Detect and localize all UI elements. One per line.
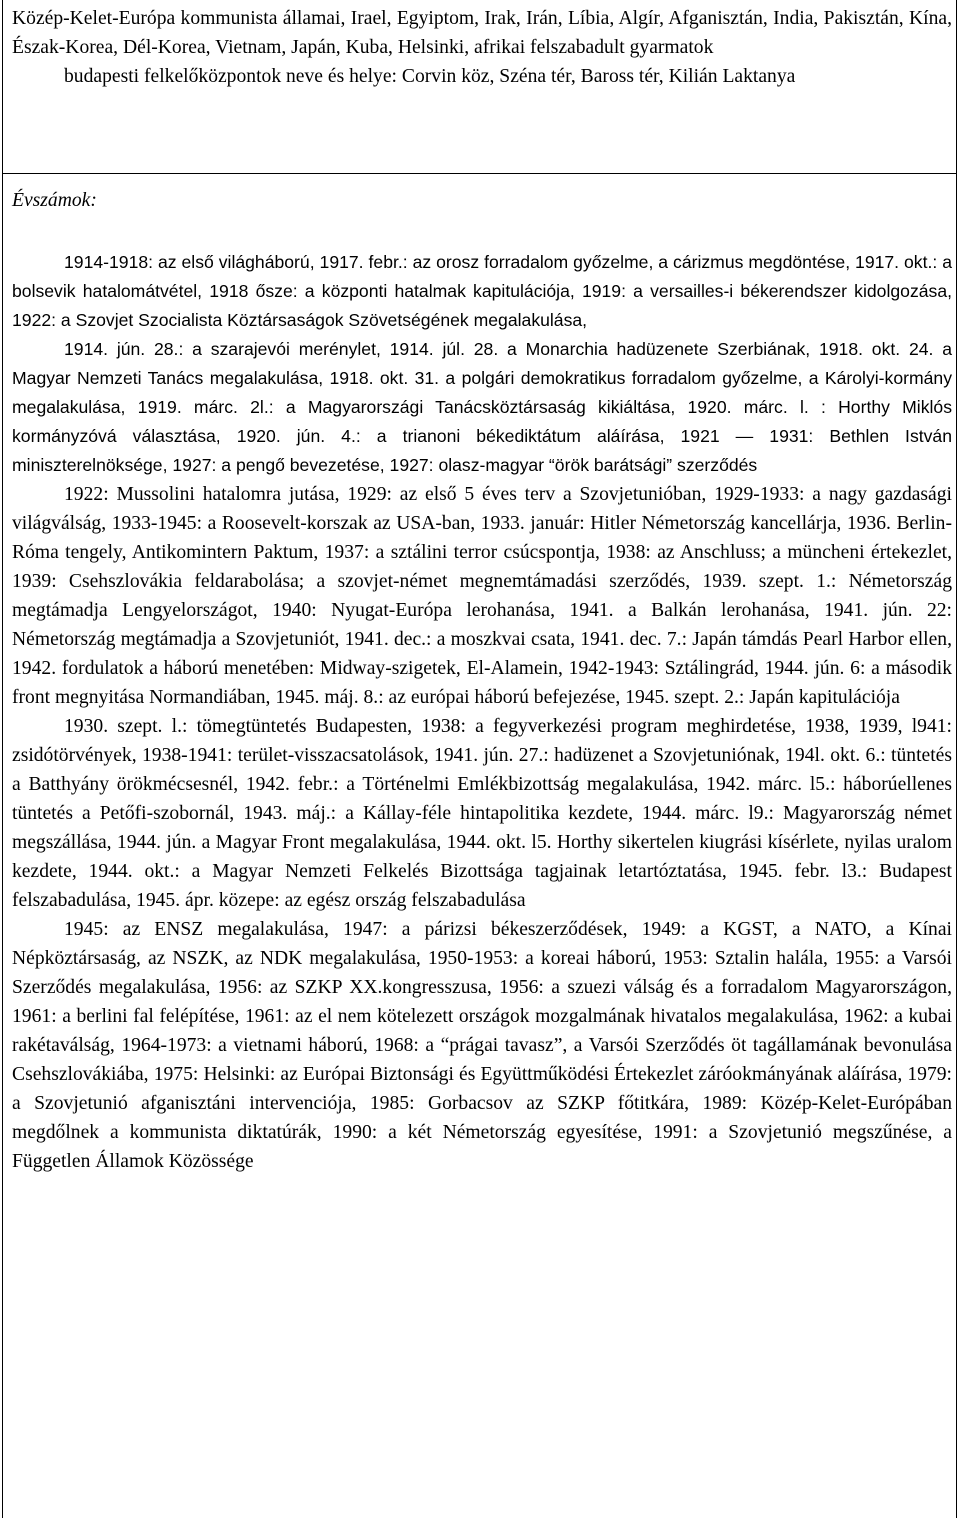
paragraph-world-1922-1945: 1922: Mussolini hatalomra jutása, 1929: az első 5 éves terv a Szovjetunióban, 1929-1933: a nagy gazdasági világválság, 1933-1945: a Roosevelt-korszak az USA-ban, 1933. január: Hitler Németország kancellárja, 1936. Berlin-Róma tengely, Antikomintern Paktum, 1937: a sztálini terror csúcspontja, 1938: az Anschluss; a müncheni értekezlet, 1939: Csehszlovákia feldarabolása; a szovjet-német megnemtámadási szerződés, 1939. szept. 1.: Németország megtámadja Lengyelországot, 1940: Nyugat-Európa lerohanása, 1941. a Balkán lerohanása, 1941. jún. 22: Németország megtámadja a Szovjetuniót, 1941. dec.: a moszkvai csata, 1941. dec. 7.: Japán támdás Pearl Harbor ellen, 1942. fordulatok a háború menetében: Midway-szigetek, El-Alamein, 1942-1943: Sztálingrád, 1944. jún. 6: a második front megnyitása Normandiában, 1945. máj. 8.: az európai háború befejezése, 1945. szept. 2.: Japán kapitulációja (12, 484, 952, 708)
paragraph-ww1: 1914-1918: az első világháború, 1917. febr.: az orosz forradalom győzelme, a cárizmus megdöntése, 1917. okt.: a bolsevik hatalomátvétel, 1918 ősze: a központi hatalmak kapitulációja, 1919: a versailles-i békerendszer kidolgozása, 1922: a Szovjet Szocialista Köztársaságok Szövetségének megalakulása, (12, 252, 952, 330)
dates-section (12, 248, 952, 1176)
paragraph-hungary-1930-1945: 1930. szept. l.: tömegtüntetés Budapesten, 1938: a fegyverkezési program meghirdetése, 1938, 1939, l941: zsidótörvények, 1938-1941: terület-visszacsatolások, 1941. jún. 27.: hadüzenet a Szovjetuniónak, 194l. okt. 6.: tüntetés a Batthyány örökmécsesnél, 1942. febr.: a Történelmi Emlékbizottság megalakulása, 1942. márc. l5.: háborúellenes tüntetés a Petőfi-szobornál, 1943. máj.: a Kállay-féle hintapolitika kezdete, 1944. márc. l9.: Magyarország német megszállása, 1944. jún. a Magyar Front megalakulása, 1944. okt. l5. Horthy sikertelen kiugrási kísérlete, nyilas uralom kezdete, 1944. okt.: a Magyar Nemzeti Felkelés Bizottsága tagjainak letartóztatása, 1945. febr. l3.: Budapest felszabadulása, 1945. ápr. közepe: az egész ország felszabadulása (12, 716, 952, 911)
paragraph-hungary-1914-1927: 1914. jún. 28.: a szarajevói merénylet, 1914. júl. 28. a Monarchia hadüzenete Szerbiának, 1918. okt. 24. a Magyar Nemzeti Tanács megalakulása, 1918. okt. 31. a polgári demokratikus forradalom győzelme, a Károlyi-kormány megalakulása, 1919. márc. 2l.: a Magyarországi Tanácsköztársaság kikiáltása, 1920. márc. l. : Horthy Miklós kormányzóvá választása, 1920. jún. 4.: a trianoni békediktátum aláírása, 1921 — 1931: Bethlen István miniszterelnöksége, 1927: a pengő bevezetése, 1927: olasz-magyar “örök barátsági” szerződés (12, 339, 952, 475)
intro-cell (12, 4, 952, 91)
intro-countries: Közép-Kelet-Európa kommunista államai, Irael, Egyiptom, Irak, Irán, Líbia, Algír, Afganisztán, India, Pakisztán, Kína, Észak-Korea, Dél-Korea, Vietnam, Japán, Kuba, Helsinki, afrikai felszabadult gyarmatok (12, 8, 952, 58)
intro-budapest-centers: budapesti felkelőközpontok neve és helye: Corvin köz, Széna tér, Baross tér, Kilián Laktanya (64, 66, 796, 87)
evszamok-heading: Évszámok: (12, 190, 97, 211)
table-divider (2, 173, 957, 174)
paragraph-world-1945-1991: 1945: az ENSZ megalakulása, 1947: a párizsi békeszerződések, 1949: a KGST, a NATO, a Kínai Népköztársaság, az NSZK, az NDK megalakulása, 1950-1953: a koreai háború, 1953: Sztalin halála, 1955: a Varsói Szerződés megalakulása, 1956: az SZKP XX.kongresszusa, 1956: a szuezi válság és a forradalom Magyarországon, 1961: a berlini fal felépítése, 1961: az el nem kötelezett országok mozgalmának hivatalos megalakulása, 1962: a kubai rakétaválság, 1964-1973: a vietnami háború, 1968: a “prágai tavasz”, a Varsói Szerződés öt tagállamának bevonulása Csehszlovákiába, 1975: Helsinki: az Európai Biztonsági és Együttműködési Értekezlet záróokmányának aláírása, 1979: a Szovjetunió afganisztáni intervenciója, 1985: Gorbacsov az SZKP főtitkára, 1989: Közép-Kelet-Európában megdőlnek a kommunista diktatúrák, 1990: a két Németország egyesítése, 1991: a Szovjetunió megszűnése, a Független Államok Közössége (12, 919, 952, 1172)
